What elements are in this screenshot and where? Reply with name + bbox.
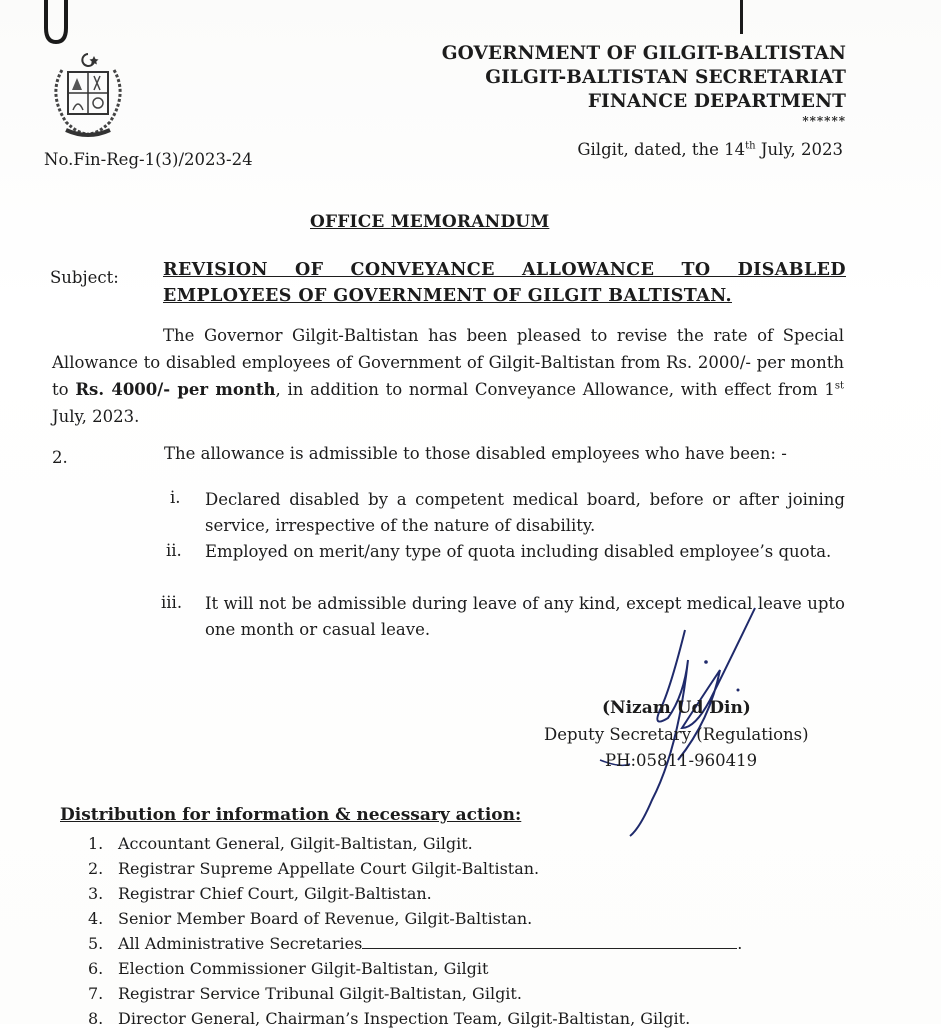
distribution-title: Distribution for information & necessary action: (60, 805, 522, 825)
memo-title: OFFICE MEMORANDUM (310, 212, 550, 232)
list-item: Declared disabled by a competent medical board, before or after joining service, irrespective of the nature of disability. (205, 490, 845, 535)
signatory-phone: PH:05811-960419 (605, 751, 758, 770)
subject-label: Subject: (50, 268, 119, 287)
list-item-marker: iii. (161, 593, 183, 612)
government-emblem-icon (42, 50, 134, 146)
subject-text: REVISION OF CONVEYANCE ALLOWANCE TO DISABLED EMPLOYEES OF GOVERNMENT OF GILGIT BALTISTAN. (163, 260, 846, 306)
list-item: 2. Registrar Supreme Appellate Court Gilgit-Baltistan. (88, 859, 540, 878)
list-item-marker: i. (170, 488, 181, 507)
paragraph-2-text: The allowance is admissible to those disabled employees who have been: - (164, 444, 787, 463)
list-item: 6. Election Commissioner Gilgit-Baltistan, Gilgit (88, 959, 489, 978)
list-item: 4. Senior Member Board of Revenue, Gilgit-Baltistan. (88, 909, 533, 928)
list-item: It will not be admissible during leave of any kind, except medical leave upto one month or casual leave. (205, 594, 845, 639)
blank-line (362, 936, 737, 949)
list-item: Employed on merit/any type of quota including disabled employee’s quota. (205, 542, 832, 561)
paragraph-1: The Governor Gilgit-Baltistan has been pleased to revise the rate of Special Allowance to disabled employees of Government of Gilgit-Baltistan from Rs. 2000/- per month to Rs. 4000/- per month, in addition to normal Conveyance Allowance, with effect from 1st July, 2023. (52, 326, 845, 426)
top-pen-mark (740, 0, 743, 34)
signatory-designation: Deputy Secretary (Regulations) (544, 725, 809, 744)
signatory-name: (Nizam Ud Din) (602, 698, 751, 718)
paper-clip-icon (38, 0, 78, 50)
header-secretariat: GILGIT-BALTISTAN SECRETARIAT (485, 67, 846, 88)
header-department: FINANCE DEPARTMENT (587, 91, 846, 112)
header-government: GOVERNMENT OF GILGIT-BALTISTAN (441, 43, 846, 64)
issue-date: Gilgit, dated, the 14th July, 2023 (577, 140, 843, 159)
list-item: 8. Director General, Chairman’s Inspection Team, Gilgit-Baltistan, Gilgit. (88, 1009, 691, 1028)
list-item: 5. All Administrative Secretaries . (88, 934, 743, 953)
list-item: 7. Registrar Service Tribunal Gilgit-Baltistan, Gilgit. (88, 984, 522, 1003)
list-item: 1. Accountant General, Gilgit-Baltistan, Gilgit. (88, 834, 473, 853)
distribution-list (88, 831, 742, 1031)
paragraph-2-number: 2. (52, 448, 68, 467)
reference-number: No.Fin-Reg-1(3)/2023-24 (44, 150, 253, 169)
header-stars: ****** (802, 114, 846, 128)
list-item: 3. Registrar Chief Court, Gilgit-Baltistan. (88, 884, 432, 903)
list-item-marker: ii. (166, 541, 182, 560)
